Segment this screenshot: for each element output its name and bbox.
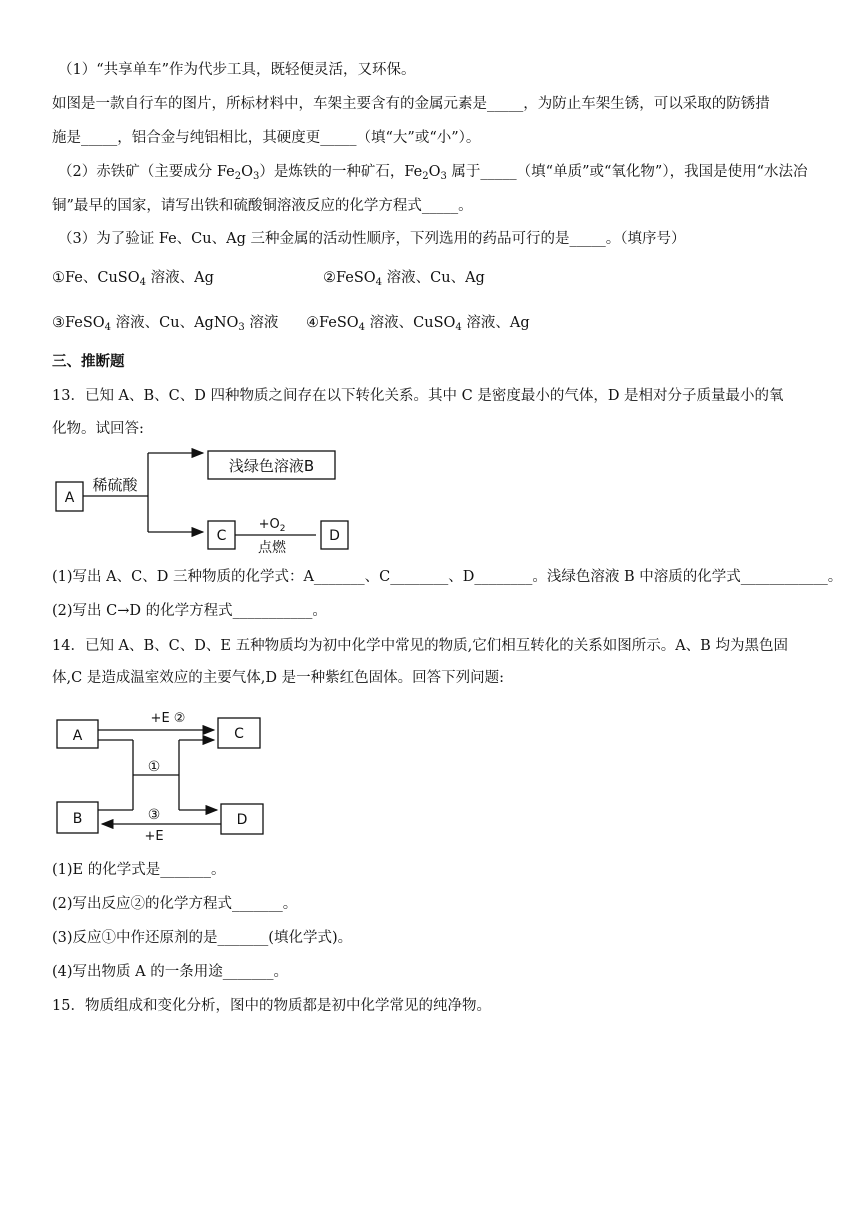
q13-label-d: D (329, 528, 340, 544)
section-title: 三、推断题 (52, 353, 125, 370)
q13-label-ignite: 点燃 (258, 540, 286, 556)
q12-line2: 如图是一款自行车的图片，所标材料中，车架主要含有的金属元素是_____，为防止车架生锈，可以采取的防锈措 (52, 96, 770, 112)
q12-part2: （2）赤铁矿（主要成分 $Fe_2O_3$）是炼铁的一种矿石，$Fe_2O_3$ 属于_____（填“单质”或“氧化物”），我国是使用“水法冶 (58, 164, 808, 182)
q13-label-acid: 稀硫酸 (92, 476, 138, 494)
q13-sub1: (1)写出 A、C、D 三种物质的化学式：A_______、C________、D________。浅绿色溶液 B 中溶质的化学式____________。 (52, 569, 843, 585)
q13-label-b: 浅绿色溶液B (228, 457, 315, 475)
q14-conversion-diagram (50, 700, 280, 850)
q15-stem: 15．物质组成和变化分析，图中的物质都是初中化学常见的纯净物。 (52, 998, 491, 1014)
q14-label-mid: ① (147, 759, 161, 775)
q14-label-b: B (72, 811, 83, 827)
q12-line5: 铜”最早的国家，请写出铁和硫酸铜溶液反应的化学方程式_____。 (52, 198, 473, 214)
q13-conversion-diagram (50, 446, 370, 558)
q14-label-d: D (236, 812, 248, 828)
q12-option-2: ②FeSO$_4$ 溶液、Cu、Ag (323, 270, 485, 288)
q14-label-top: +E ② (150, 711, 186, 726)
q14-sub3: (3)反应①中作还原剂的是_______(填化学式)。 (52, 930, 353, 946)
q14-sub4: (4)写出物质 A 的一条用途_______。 (52, 964, 288, 980)
q14-sub2: (2)写出反应②的化学方程式_______。 (52, 896, 298, 912)
q14-label-bottom: +E (144, 829, 164, 844)
q13-label-a: A (64, 490, 75, 506)
q12-option-1: ①Fe、CuSO$_4$ 溶液、Ag (52, 270, 214, 288)
q12-part1: （1）“共享单车”作为代步工具，既轻便灵活，又环保。 (58, 62, 416, 78)
q12-option-4: ④FeSO$_4$ 溶液、CuSO$_4$ 溶液、Ag (306, 315, 530, 333)
q14-label-bottom-num: ③ (147, 807, 161, 823)
q14-label-c: C (234, 726, 244, 742)
q12-line3: 施是_____，铝合金与纯铝相比，其硬度更_____（填“大”或“小”）。 (52, 130, 481, 146)
q12-option-3: ③FeSO$_4$ 溶液、Cu、AgNO$_3$ 溶液 (52, 315, 279, 333)
q14-stem-line2: 体,C 是造成温室效应的主要气体,D 是一种紫红色固体。回答下列问题: (52, 670, 505, 686)
q13-stem-line1: 13．已知 A、B、C、D 四种物质之间存在以下转化关系。其中 C 是密度最小的气体，D 是相对分子质量最小的氧 (52, 388, 784, 404)
q13-sub2: (2)写出 C→D 的化学方程式___________。 (52, 603, 327, 619)
q13-label-o2: $+O_2$ (258, 517, 286, 534)
q12-part3: （3）为了验证 Fe、Cu、Ag 三种金属的活动性顺序，下列选用的药品可行的是_____。（填序号） (58, 231, 686, 247)
q14-sub1: (1)E 的化学式是_______。 (52, 862, 226, 878)
q14-stem-line1: 14．已知 A、B、C、D、E 五种物质均为初中化学中常见的物质,它们相互转化的关系如图所示。A、B 均为黑色固 (52, 638, 788, 654)
q13-stem-line2: 化物。试回答: (52, 421, 144, 437)
q13-label-c: C (216, 528, 227, 544)
q14-label-a: A (72, 728, 83, 744)
